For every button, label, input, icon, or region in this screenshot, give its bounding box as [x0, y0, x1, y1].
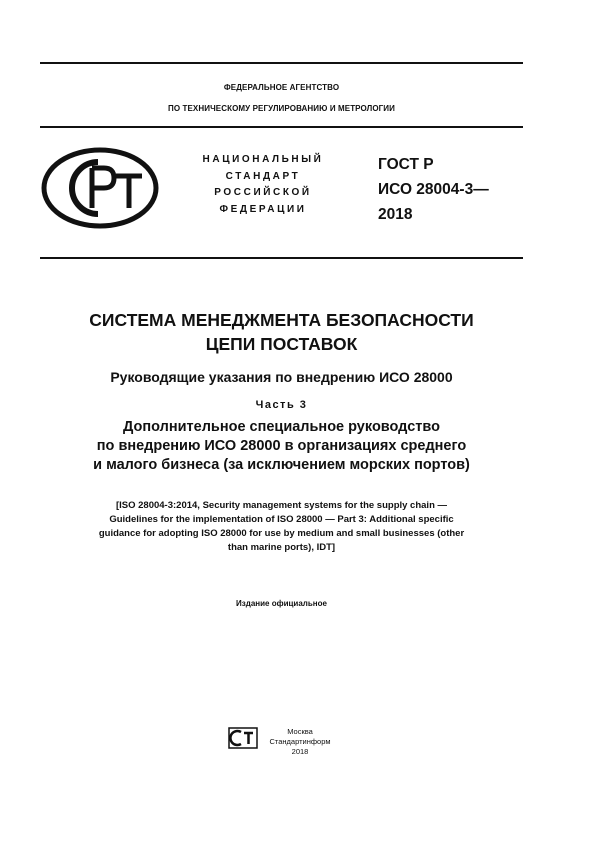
international-reference — [40, 499, 523, 555]
publisher-name: Стандартинформ — [269, 737, 331, 746]
intl-ref-line-3: guidance for adopting ISO 28000 for use by medium and small businesses (other — [98, 528, 465, 539]
publisher-info — [260, 727, 340, 757]
part-title-line-1: Дополнительное специальное руководство — [123, 419, 440, 435]
agency-line-1: ФЕДЕРАЛЬНОЕ АГЕНТСТВО — [223, 83, 340, 92]
designation-line-2: ИСО 28004-3— — [378, 181, 489, 198]
standard-type-line-3: РОССИЙСКОЙ — [214, 187, 312, 198]
standard-type-line-4: ФЕДЕРАЦИИ — [219, 203, 307, 215]
title-block-rule — [40, 257, 523, 259]
header-rule — [40, 126, 523, 128]
rst-emblem-icon — [40, 146, 160, 230]
document-title — [40, 308, 523, 356]
part-label: Часть 3 — [255, 399, 308, 411]
intl-ref-line-1: [ISO 28004-3:2014, Security management systems for the supply chain — — [115, 500, 448, 511]
title-line-1: СИСТЕМА МЕНЕДЖМЕНТА БЕЗОПАСНОСТИ — [89, 310, 474, 330]
intl-ref-line-4: than marine ports), IDT] — [227, 542, 336, 553]
part-title — [40, 418, 523, 475]
publisher-year: 2018 — [291, 747, 309, 756]
title-line-2: ЦЕПИ ПОСТАВОК — [205, 334, 358, 354]
part-title-line-2: по внедрению ИСО 28000 в организациях среднего — [96, 438, 467, 454]
standard-designation — [378, 152, 518, 227]
publisher-logo-icon — [228, 727, 258, 749]
document-subtitle: Руководящие указания по внедрению ИСО 28000 — [110, 369, 453, 385]
national-standard-label — [168, 152, 358, 218]
standard-type-line-1: НАЦИОНАЛЬНЫЙ — [202, 154, 324, 165]
top-rule — [40, 62, 523, 64]
designation-line-3: 2018 — [378, 206, 413, 223]
agency-line-2: ПО ТЕХНИЧЕСКОМУ РЕГУЛИРОВАНИЮ И МЕТРОЛОГИИ — [167, 104, 396, 113]
intl-ref-line-2: Guidelines for the implementation of ISO 28000 — Part 3: Additional specific — [109, 514, 454, 525]
designation-line-1: ГОСТ Р — [378, 156, 434, 173]
part-title-line-3: и малого бизнеса (за исключением морских портов) — [93, 457, 470, 473]
publisher-city: Москва — [287, 727, 313, 736]
standard-type-line-2: СТАНДАРТ — [225, 170, 301, 182]
official-edition-label: Издание официальное — [236, 599, 327, 608]
